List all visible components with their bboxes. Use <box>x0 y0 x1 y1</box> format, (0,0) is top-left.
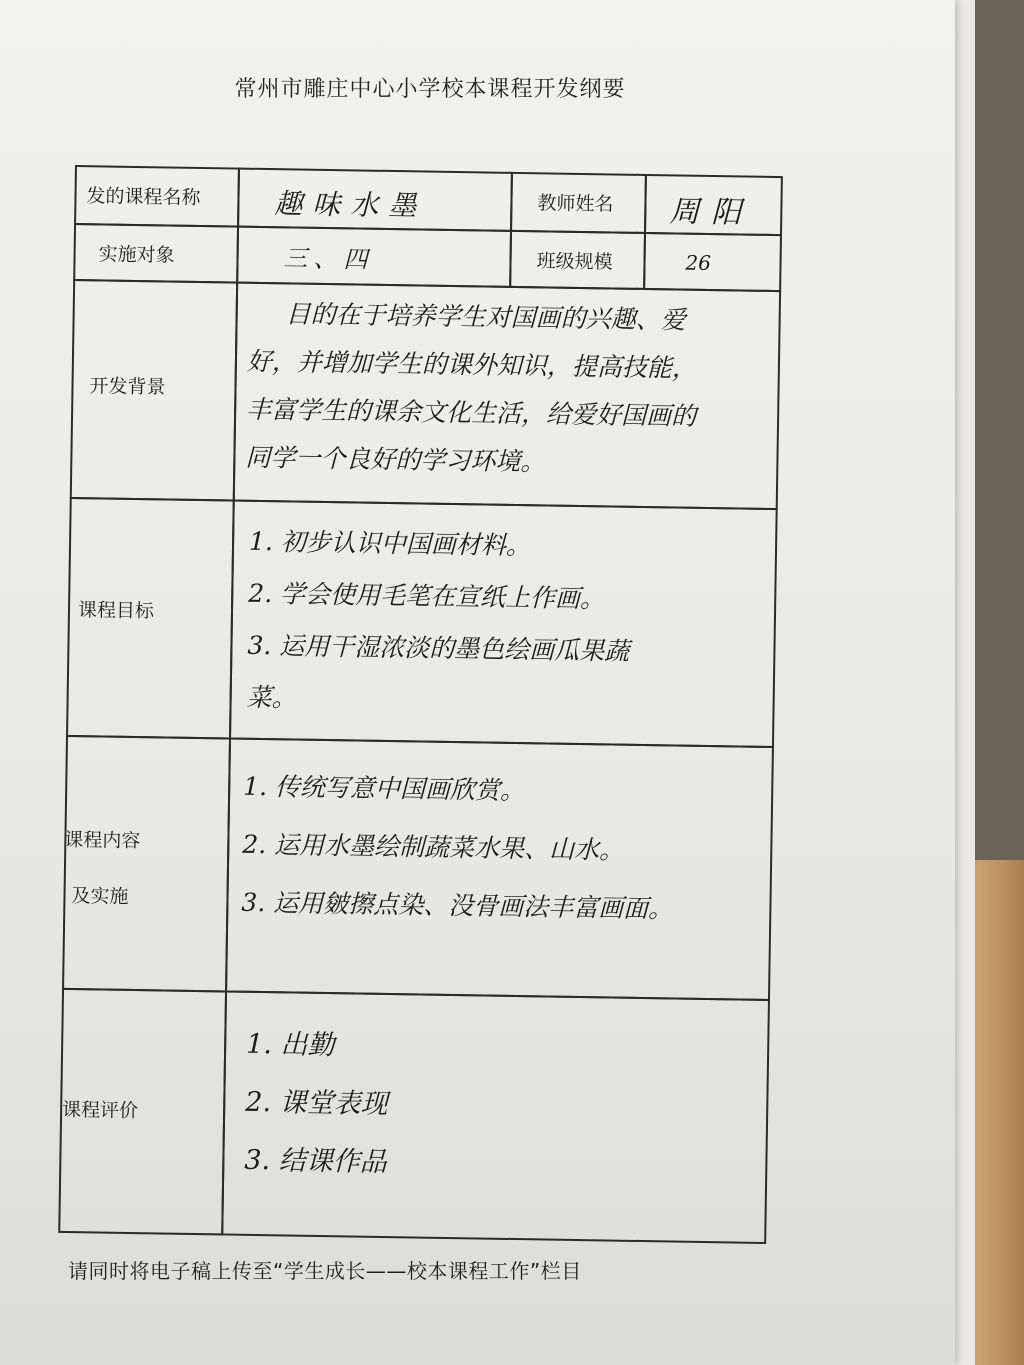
content-text <box>241 758 675 939</box>
background-label: 开发背景 <box>89 375 166 399</box>
content-label-line2: 及实施 <box>71 885 129 908</box>
evaluation-item: 2. 课堂表现 <box>245 1086 388 1121</box>
content-item: 2. 运用水墨绘制蔬菜水果、山水。 <box>242 829 625 865</box>
target-value: 三、四 <box>283 244 374 274</box>
content-label-line1: 课程内容 <box>64 828 141 853</box>
footer-note: 请同时将电子稿上传至“学生成长——校本课程工作”栏目 <box>68 1259 582 1283</box>
background-line: 同学一个良好的学习环境。 <box>245 442 546 477</box>
course-name-value: 趣味水墨 <box>274 187 427 223</box>
goal-item: 3. 运用干湿浓淡的墨色绘画瓜果蔬 <box>247 630 630 666</box>
class-size-label: 班级规模 <box>536 250 613 274</box>
goals-label: 课程目标 <box>77 599 155 623</box>
goal-item: 1. 初步认识中国画材料。 <box>248 526 532 561</box>
evaluation-item: 1. 出勤 <box>245 1028 335 1062</box>
evaluation-label: 课程评价 <box>61 1098 139 1123</box>
goal-item: 2. 学会使用毛笔在宣纸上作画。 <box>248 578 606 614</box>
teacher-label: 教师姓名 <box>537 192 614 216</box>
goal-item: 菜。 <box>246 682 297 713</box>
course-name-label: 发的课程名称 <box>86 185 201 209</box>
background-line: 好，并增加学生的课外知识，提高技能， <box>246 346 698 383</box>
target-label: 实施对象 <box>98 243 175 267</box>
goals-text <box>246 516 631 730</box>
teacher-value: 周阳 <box>669 194 754 231</box>
evaluation-text <box>244 1016 389 1192</box>
background-line: 目的在于培养学生对国画的兴趣、爱 <box>285 299 686 335</box>
evaluation-item: 3. 结课作品 <box>244 1144 387 1179</box>
content-label-cell <box>62 735 231 993</box>
class-size-value: 26 <box>685 250 712 276</box>
course-outline-table <box>58 165 783 1246</box>
background-text <box>245 290 698 489</box>
document-title: 常州市雕庄中心小学校本课程开发纲要 <box>234 77 626 102</box>
class-size-value-cell <box>643 232 782 292</box>
content-item: 1. 传统写意中国画欣赏。 <box>243 771 526 806</box>
content-item: 3. 运用皴擦点染、没骨画法丰富画面。 <box>241 887 674 924</box>
target-value-cell <box>236 226 512 288</box>
background-line: 丰富学生的课余文化生活，给爱好国画的 <box>245 394 697 431</box>
